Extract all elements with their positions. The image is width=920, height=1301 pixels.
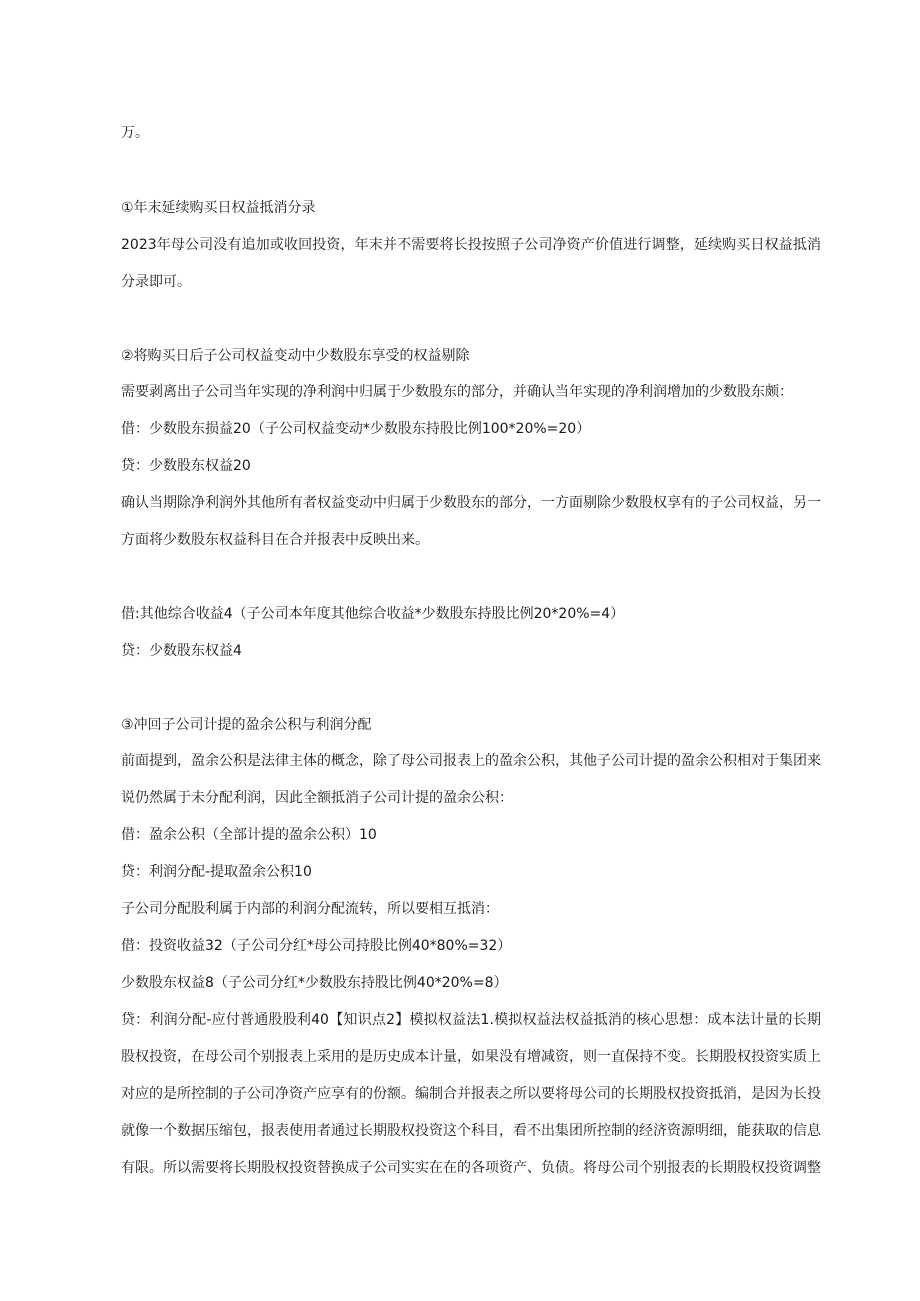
- paragraph-line: 分录即可。: [121, 274, 191, 290]
- section-heading: ③冲回子公司计提的盈余公积与利润分配: [121, 717, 372, 733]
- paragraph-line: 子公司分配股利属于内部的利润分配流转，所以要相互抵消：: [121, 901, 499, 917]
- paragraph-line: 说仍然属于未分配利润，因此全额抵消子公司计提的盈余公积：: [121, 790, 513, 806]
- journal-entry-line: 借：盈余公积（全部计提的盈余公积）10: [121, 827, 377, 843]
- section-heading: ①年末延续购买日权益抵消分录: [121, 200, 316, 216]
- journal-entry-line: 贷：利润分配-提取盈余公积10: [121, 864, 312, 880]
- paragraph-line: 对应的是所控制的子公司净资产应享有的份额。编制合并报表之所以要将母公司的长期股权投资抵消，是因为长投: [121, 1086, 821, 1102]
- paragraph-line: 需要剥离出子公司当年实现的净利润中归属于少数股东的部分，并确认当年实现的净利润增加的少数股东颇：: [121, 384, 793, 400]
- paragraph-line: 股权投资，在母公司个别报表上采用的是历史成本计量，如果没有增减资，则一直保持不变。长期股权投资实质上: [121, 1049, 821, 1065]
- section-heading: ②将购买日后子公司权益变动中少数股东享受的权益剔除: [121, 348, 470, 364]
- paragraph-line: 有限。所以需要将长期股权投资替换成子公司实实在在的各项资产、负债。将母公司个别报表的长期股权投资调整: [121, 1160, 821, 1176]
- journal-entry-line: 贷：少数股东权益20: [121, 458, 251, 474]
- paragraph-line: 确认当期除净利润外其他所有者权益变动中归属于少数股东的部分，一方面剔除少数股权享有的子公司权益，另一: [121, 495, 821, 511]
- paragraph-line: 前面提到，盈余公积是法律主体的概念，除了母公司报表上的盈余公积，其他子公司计提的盈余公积相对于集团来: [121, 753, 821, 769]
- text-line: 万。: [121, 125, 149, 141]
- paragraph-line: 就像一个数据压缩包，报表使用者通过长期股权投资这个科目，看不出集团所控制的经济资源明细，能获取的信息: [121, 1123, 821, 1139]
- journal-entry-line: 借:其他综合收益4（子公司本年度其他综合收益*少数股东持股比例20*20%=4）: [121, 606, 625, 622]
- journal-entry-line: 借：少数股东损益20（子公司权益变动*少数股东持股比例100*20%=20）: [121, 421, 591, 437]
- paragraph-line: 方面将少数股东权益科目在合并报表中反映出来。: [121, 532, 429, 548]
- paragraph-line: 贷：利润分配-应付普通股股利40【知识点2】模拟权益法1.模拟权益法权益抵消的核心思想：成本法计量的长期: [121, 1012, 821, 1028]
- journal-entry-line: 贷：少数股东权益4: [121, 643, 242, 659]
- journal-entry-line: 少数股东权益8（子公司分红*少数股东持股比例40*20%=8）: [121, 975, 508, 991]
- paragraph-line: 2023年母公司没有追加或收回投资，年末并不需要将长投按照子公司净资产价值进行调整，延续购买日权益抵消: [121, 237, 821, 253]
- journal-entry-line: 借：投资收益32（子公司分红*母公司持股比例40*80%=32）: [121, 938, 512, 954]
